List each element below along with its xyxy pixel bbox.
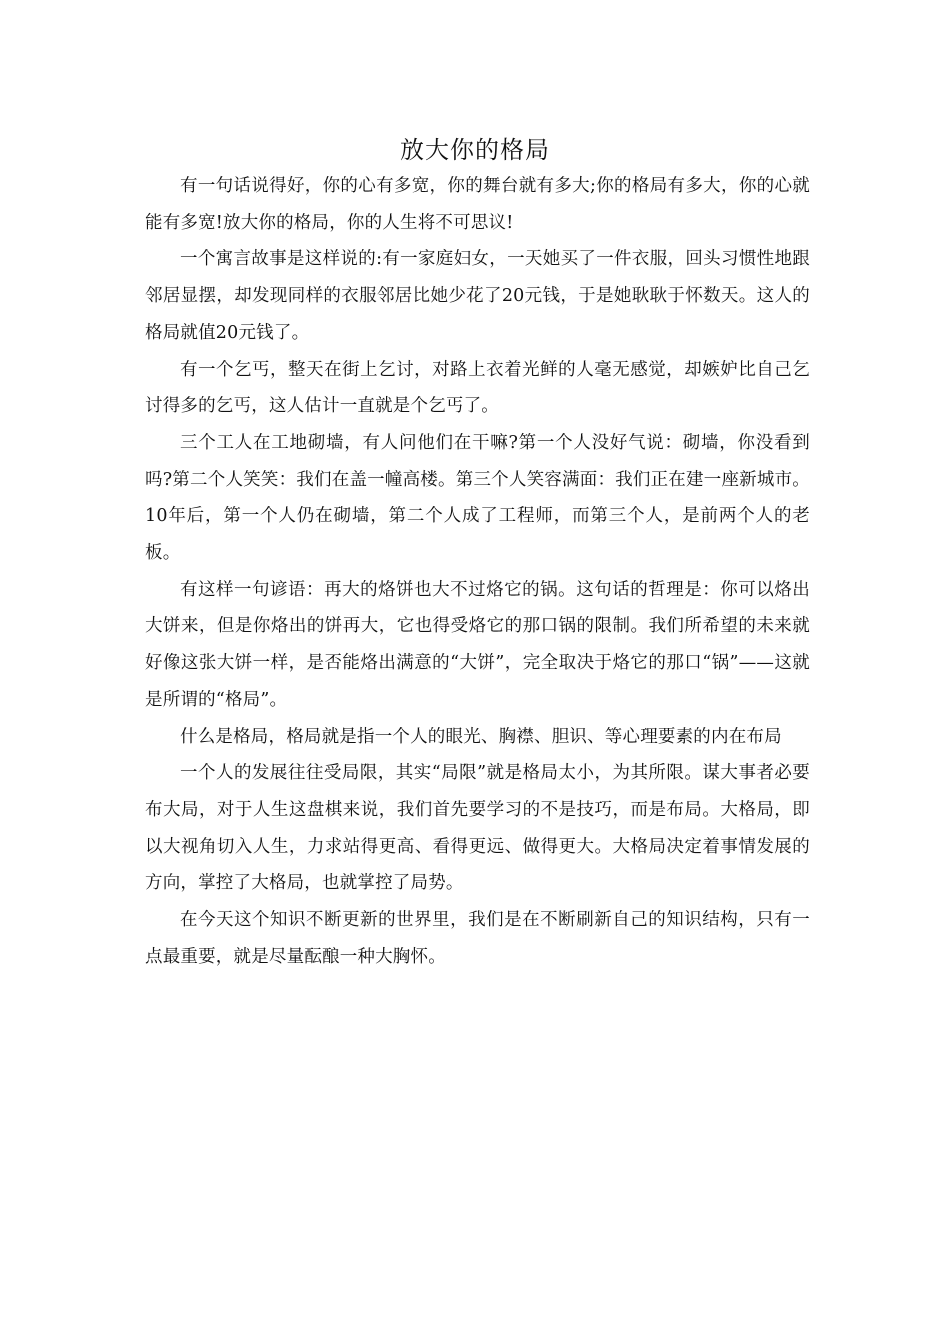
paragraph: 有一个乞丐，整天在街上乞讨，对路上衣着光鲜的人毫无感觉，却嫉妒比自己乞讨得多的乞丐，这人估计一直就是个乞丐了。 [145, 359, 810, 417]
paragraph: 有一句话说得好，你的心有多宽，你的舞台就有多大;你的格局有多大，你的心就能有多宽!放大你的格局，你的人生将不可思议! [145, 176, 810, 233]
paragraph: 什么是格局，格局就是指一个人的眼光、胸襟、胆识、等心理要素的内在布局 [180, 726, 782, 747]
document-body [145, 168, 810, 975]
paragraph: 在今天这个知识不断更新的世界里，我们是在不断刷新自己的知识结构，只有一点最重要，就是尽量酝酿一种大胸怀。 [145, 910, 810, 967]
paragraph: 有这样一句谚语：再大的烙饼也大不过烙它的锅。这句话的哲理是：你可以烙出大饼来，但是你烙出的饼再大，它也得受烙它的那口锅的限制。我们所希望的未来就好像这张大饼一样，是否能烙出满意的“大饼”，完全取决于烙它的那口“锅”——这就是所谓的“格局”。 [145, 579, 810, 710]
paragraph: 一个人的发展往往受局限，其实“局限”就是格局太小，为其所限。谋大事者必要布大局，对于人生这盘棋来说，我们首先要学习的不是技巧，而是布局。大格局，即以大视角切入人生，力求站得更高、看得更远、做得更大。大格局决定着事情发展的方向，掌控了大格局，也就掌控了局势。 [145, 763, 810, 894]
document-title: 放大你的格局 [400, 136, 550, 164]
paragraph: 一个寓言故事是这样说的:有一家庭妇女，一天她买了一件衣服，回头习惯性地跟邻居显摆，却发现同样的衣服邻居比她少花了20元钱，于是她耿耿于怀数天。这人的格局就值20元钱了。 [145, 249, 810, 343]
paragraph: 三个工人在工地砌墙，有人问他们在干嘛?第一个人没好气说：砌墙，你没看到吗?第二个人笑笑：我们在盖一幢高楼。第三个人笑容满面：我们正在建一座新城市。10年后，第一个人仍在砌墙，第二个人成了工程师，而第三个人，是前两个人的老板。 [145, 432, 810, 564]
